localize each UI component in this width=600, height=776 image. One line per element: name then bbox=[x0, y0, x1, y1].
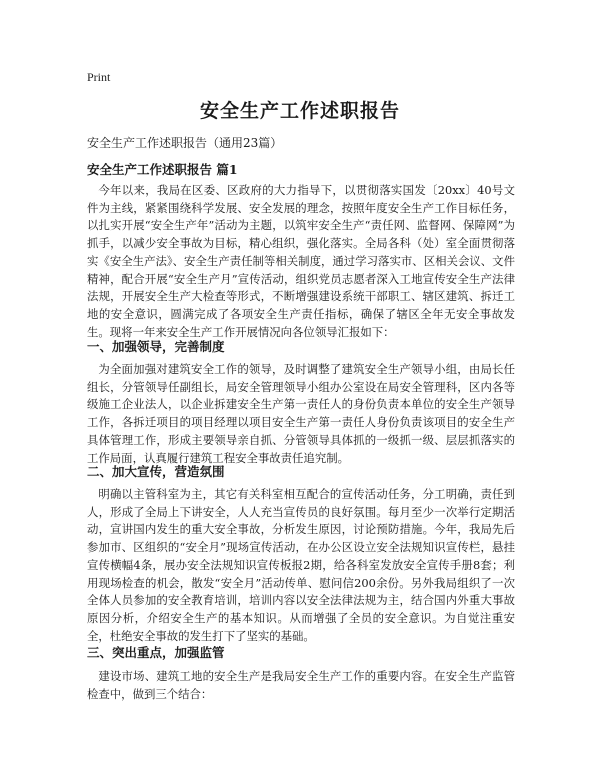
document-subtitle: 安全生产工作述职报告（通用23篇） bbox=[87, 136, 283, 150]
document-title: 安全生产工作述职报告 bbox=[199, 100, 400, 122]
section-body-2: 明确以主管科室为主，其它有关科室相互配合的宣传活动任务，分工明确，责任到人，形成了全局上下讲安全，人人充当宣传员的良好氛围。每月至少一次举行定期活动，宣讲国内发生的重大安全事故，分析发生原因，讨论预防措施。今年，我局先后参加市、区组织的“安全月”现场宣传活动，在办公区设立安全法规知识宣传栏，悬挂宣传横幅4条，展办安全法规知识宣传板报2期，给各科室发放安全宣传手册8套；利用现场检查的机会，散发“安全月”活动传单、慰问信200余份。另外我局组织了一次全体人员参加的安全教育培训，培训内容以安全法律法规为主，结合国内外重大事故原因分析，介绍安全生产的基本知识。从而增强了全员的安全意识。为自觉注重安全，杜绝安全事故的发生打下了坚实的基础。 bbox=[87, 487, 515, 643]
section-body-3: 建设市场、建筑工地的安全生产是我局安全生产工作的重要内容。在安全生产监管检查中，做到三个结合： bbox=[87, 669, 515, 701]
section-heading-2: 二、加大宣传，营造氛围 bbox=[87, 464, 225, 479]
section-heading-1: 一、加强领导，完善制度 bbox=[87, 339, 225, 354]
intro-paragraph: 今年以来，我局在区委、区政府的大力指导下，以贯彻落实国发〔20xx〕40号文件为主线，紧紧围绕科学发展、安全发展的理念，按照年度安全生产工作目标任务，以扎实开展“安全生产年”活动为主题，以筑牢安全生产“责任网、监督网、保障网”为抓手，以减少安全事故为目标，精心组织，强化落实。全局各科（处）室全面贯彻落实《安全生产法》、安全生产责任制等相关制度，通过学习落实市、区相关会议、文件精神，配合开展“安全生产月”宣传活动，组织党员志愿者深入工地宣传安全生产法律法规，开展安全生产大检查等形式，不断增强建设系统干部职工、辖区建筑、拆迁工地的安全意识，圆满完成了各项安全生产责任指标，确保了辖区全年无安全事故发生。现将一年来安全生产工作开展情况向各位领导汇报如下： bbox=[87, 183, 515, 339]
section-heading-3: 三、突出重点，加强监管 bbox=[87, 645, 225, 660]
section-body-1: 为全面加强对建筑安全工作的领导，及时调整了建筑安全生产领导小组，由局长任组长，分管领导任副组长，局安全管理领导小组办公室设在局安全管理科，区内各等级施工企业法人，以企业拆建安全生产第一责任人的身份负责本单位的安全生产领导工作，各拆迁项目的项目经理以项目安全生产第一责任人身份负责该项目的安全生产具体管理工作，形成主要领导亲自抓、分管领导具体抓的一级抓一级、层层抓落实的工作局面，认真履行建筑工程安全事故责任追究制。 bbox=[87, 362, 515, 465]
print-link[interactable]: Print bbox=[87, 70, 111, 84]
article-heading: 安全生产工作述职报告 篇1 bbox=[87, 162, 238, 177]
